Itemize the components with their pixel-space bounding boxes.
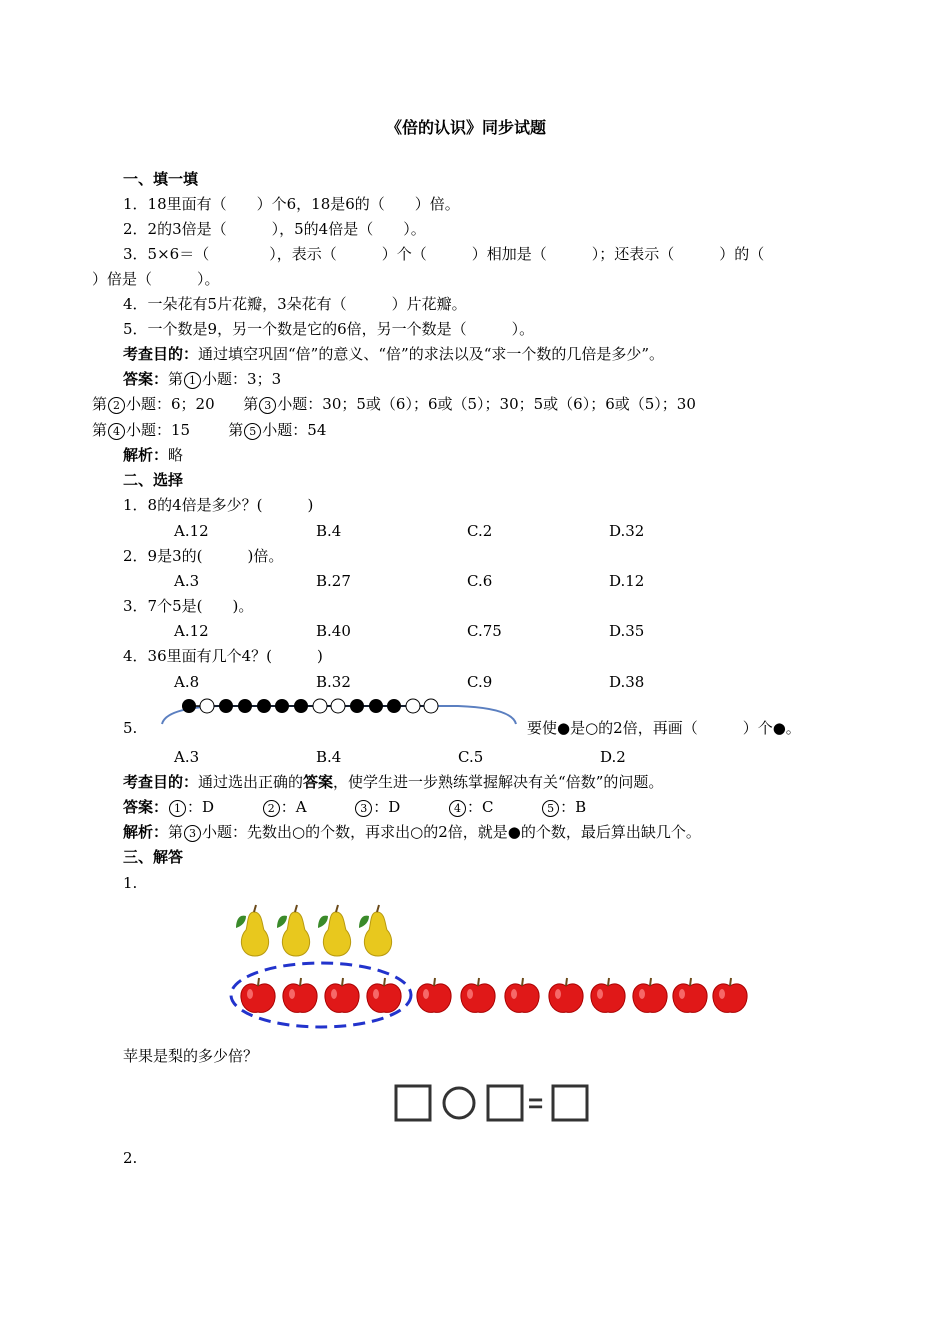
s1-answer-4-5 [92, 420, 326, 440]
hollow-dot [406, 699, 420, 713]
s2-q1-opt-b: B.4 [316, 522, 342, 540]
s1-answer-2-3 [92, 394, 696, 414]
purpose-text: 通过选出正确的 [198, 773, 304, 791]
answer-text: 小题：54 [262, 421, 327, 439]
blank-box [488, 1086, 522, 1120]
s2-q3-opt-a: A.12 [174, 622, 209, 640]
answer-text: 小题：30；5或（6）；6或（5）；30；5或（6）；6或（5）；30 [277, 395, 696, 413]
s2-q4-opt-a: A.8 [174, 673, 200, 691]
analysis-text: 小题：先数出○的个数，再求出○的2倍，就是●的个数，最后算出缺几个。 [202, 823, 701, 841]
s2-q1-opt-d: D.32 [609, 522, 645, 540]
s2-q2-opt-a: A.3 [174, 572, 200, 590]
circled-number: 3 [259, 397, 276, 414]
answer-prefix: 第 [168, 370, 184, 388]
answer-label: 答案： [123, 370, 169, 388]
purpose-label: 考查目的： [123, 345, 199, 363]
s3-question: 苹果是梨的多少倍？ [123, 1047, 259, 1065]
answer-text: 小题：15 [126, 421, 191, 439]
apple-icon [417, 978, 451, 1012]
hollow-dot [331, 699, 345, 713]
s2-q3-opt-b: B.40 [316, 622, 351, 640]
apple-icon [283, 978, 317, 1012]
s2-q5-text: 要使●是○的2倍，再画（ ）个●。 [527, 719, 801, 737]
s2-q4-opt-b: B.32 [316, 673, 351, 691]
purpose-text-end: ，使学生进一步熟练掌握解决有关“倍数”的问题。 [333, 773, 664, 791]
s1-q3-line1: 3．5×6＝（ ），表示（ ）个（ ）相加是（ ）；还表示（ ）的（ [123, 245, 765, 263]
analysis-label: 解析： [123, 446, 169, 464]
filled-dot [182, 699, 196, 713]
analysis-label: 解析： [123, 823, 169, 841]
circled-number: 5 [542, 800, 559, 817]
answer-prefix: 第 [92, 395, 108, 413]
circled-number: 2 [263, 800, 280, 817]
answer-text: 小题：6；20 [126, 395, 215, 413]
apple-icon [633, 978, 667, 1012]
circled-number: 4 [108, 423, 125, 440]
apple-icon [325, 978, 359, 1012]
filled-dot [350, 699, 364, 713]
s2-q4-opt-c: C.9 [467, 673, 493, 691]
s1-analysis [123, 445, 183, 465]
section-1-heading: 一、填一填 [123, 170, 199, 188]
apple-icon [673, 978, 707, 1012]
s2-q4: 4．36里面有几个4？( ) [123, 647, 323, 665]
filled-dot [238, 699, 252, 713]
s1-answer-1 [123, 369, 281, 389]
s2-answers [123, 797, 586, 817]
apple-icon [461, 978, 495, 1012]
equals-sign: = [528, 1088, 544, 1118]
filled-dot [257, 699, 271, 713]
dots-figure [158, 694, 520, 728]
answer-value: ：D [187, 798, 215, 816]
circled-number: 1 [184, 372, 201, 389]
s2-q5-opt-d: D.2 [600, 748, 626, 766]
s2-q5-opt-c: C.5 [458, 748, 484, 766]
section-3-heading: 三、解答 [123, 848, 184, 866]
circled-number: 5 [244, 423, 261, 440]
pear-icon [359, 905, 392, 956]
s1-purpose [123, 344, 664, 364]
hollow-dot [313, 699, 327, 713]
pear-icon [277, 905, 310, 956]
s2-q3-opt-c: C.75 [467, 622, 502, 640]
s2-q1-opt-c: C.2 [467, 522, 493, 540]
apples-figure [226, 958, 756, 1032]
answer-value: ：B [560, 798, 587, 816]
s3-q2-number: 2. [123, 1149, 138, 1167]
pear-icon [236, 905, 269, 956]
apple-icon [505, 978, 539, 1012]
circled-number: 4 [449, 800, 466, 817]
s2-q5-opt-b: B.4 [316, 748, 342, 766]
s2-q2-opt-d: D.12 [609, 572, 645, 590]
s2-q3-opt-d: D.35 [609, 622, 645, 640]
filled-dot [369, 699, 383, 713]
filled-dot [219, 699, 233, 713]
answer-label: 答案： [123, 798, 169, 816]
circled-number: 2 [108, 397, 125, 414]
apple-icon [549, 978, 583, 1012]
s2-q4-opt-d: D.38 [609, 673, 645, 691]
page-title: 《倍的认识》同步试题 [386, 118, 547, 137]
answer-value: ：A [280, 798, 307, 816]
answer-value: ：D [373, 798, 401, 816]
answer-value: ：C [466, 798, 494, 816]
s2-analysis [123, 822, 701, 842]
operator-circle [444, 1088, 474, 1118]
s2-purpose [123, 772, 663, 792]
s2-q5-number: 5. [123, 719, 138, 737]
s2-q1: 1．8的4倍是多少？( ) [123, 496, 314, 514]
circled-number: 1 [169, 800, 186, 817]
s3-q1-number: 1. [123, 874, 138, 892]
s2-q1-opt-a: A.12 [174, 522, 209, 540]
s2-q3: 3．7个5是( )。 [123, 597, 254, 615]
s1-q3-line2: ）倍是（ ）。 [92, 270, 220, 288]
circled-number: 3 [184, 825, 201, 842]
analysis-text: 略 [168, 446, 184, 464]
filled-dot [387, 699, 401, 713]
purpose-text: 通过填空巩固“倍”的意义、“倍”的求法以及“求一个数的几倍是多少”。 [198, 345, 665, 363]
s1-q5: 5．一个数是9，另一个数是它的6倍，另一个数是（ ）。 [123, 320, 535, 338]
pear-icon [318, 905, 351, 956]
apple-icon [713, 978, 747, 1012]
pears-figure [230, 902, 406, 962]
blank-box [396, 1086, 430, 1120]
answer-prefix: 第 [92, 421, 108, 439]
answer-text: 小题：3；3 [202, 370, 282, 388]
s2-q2-opt-c: C.6 [467, 572, 493, 590]
apple-icon [367, 978, 401, 1012]
filled-dot [294, 699, 308, 713]
apple-icon [241, 978, 275, 1012]
circled-number: 3 [355, 800, 372, 817]
equation-template [392, 1082, 592, 1124]
answer-prefix: 第 [243, 395, 259, 413]
purpose-label: 考查目的： [123, 773, 199, 791]
answer-prefix: 第 [228, 421, 244, 439]
blank-box [553, 1086, 587, 1120]
s2-q2-opt-b: B.27 [316, 572, 351, 590]
apple-icon [591, 978, 625, 1012]
s1-q1: 1．18里面有（ ）个6，18是6的（ ）倍。 [123, 195, 460, 213]
s1-q4: 4．一朵花有5片花瓣，3朵花有（ ）片花瓣。 [123, 295, 467, 313]
filled-dot [275, 699, 289, 713]
hollow-dot [200, 699, 214, 713]
s2-q2: 2．9是3的( )倍。 [123, 547, 284, 565]
hollow-dot [424, 699, 438, 713]
section-2-heading: 二、选择 [123, 471, 184, 489]
s1-q2: 2．2的3倍是（ ），5的4倍是（ ）。 [123, 220, 426, 238]
analysis-prefix: 第 [168, 823, 184, 841]
purpose-bold: 答案 [303, 773, 334, 791]
s2-q5-opt-a: A.3 [174, 748, 200, 766]
